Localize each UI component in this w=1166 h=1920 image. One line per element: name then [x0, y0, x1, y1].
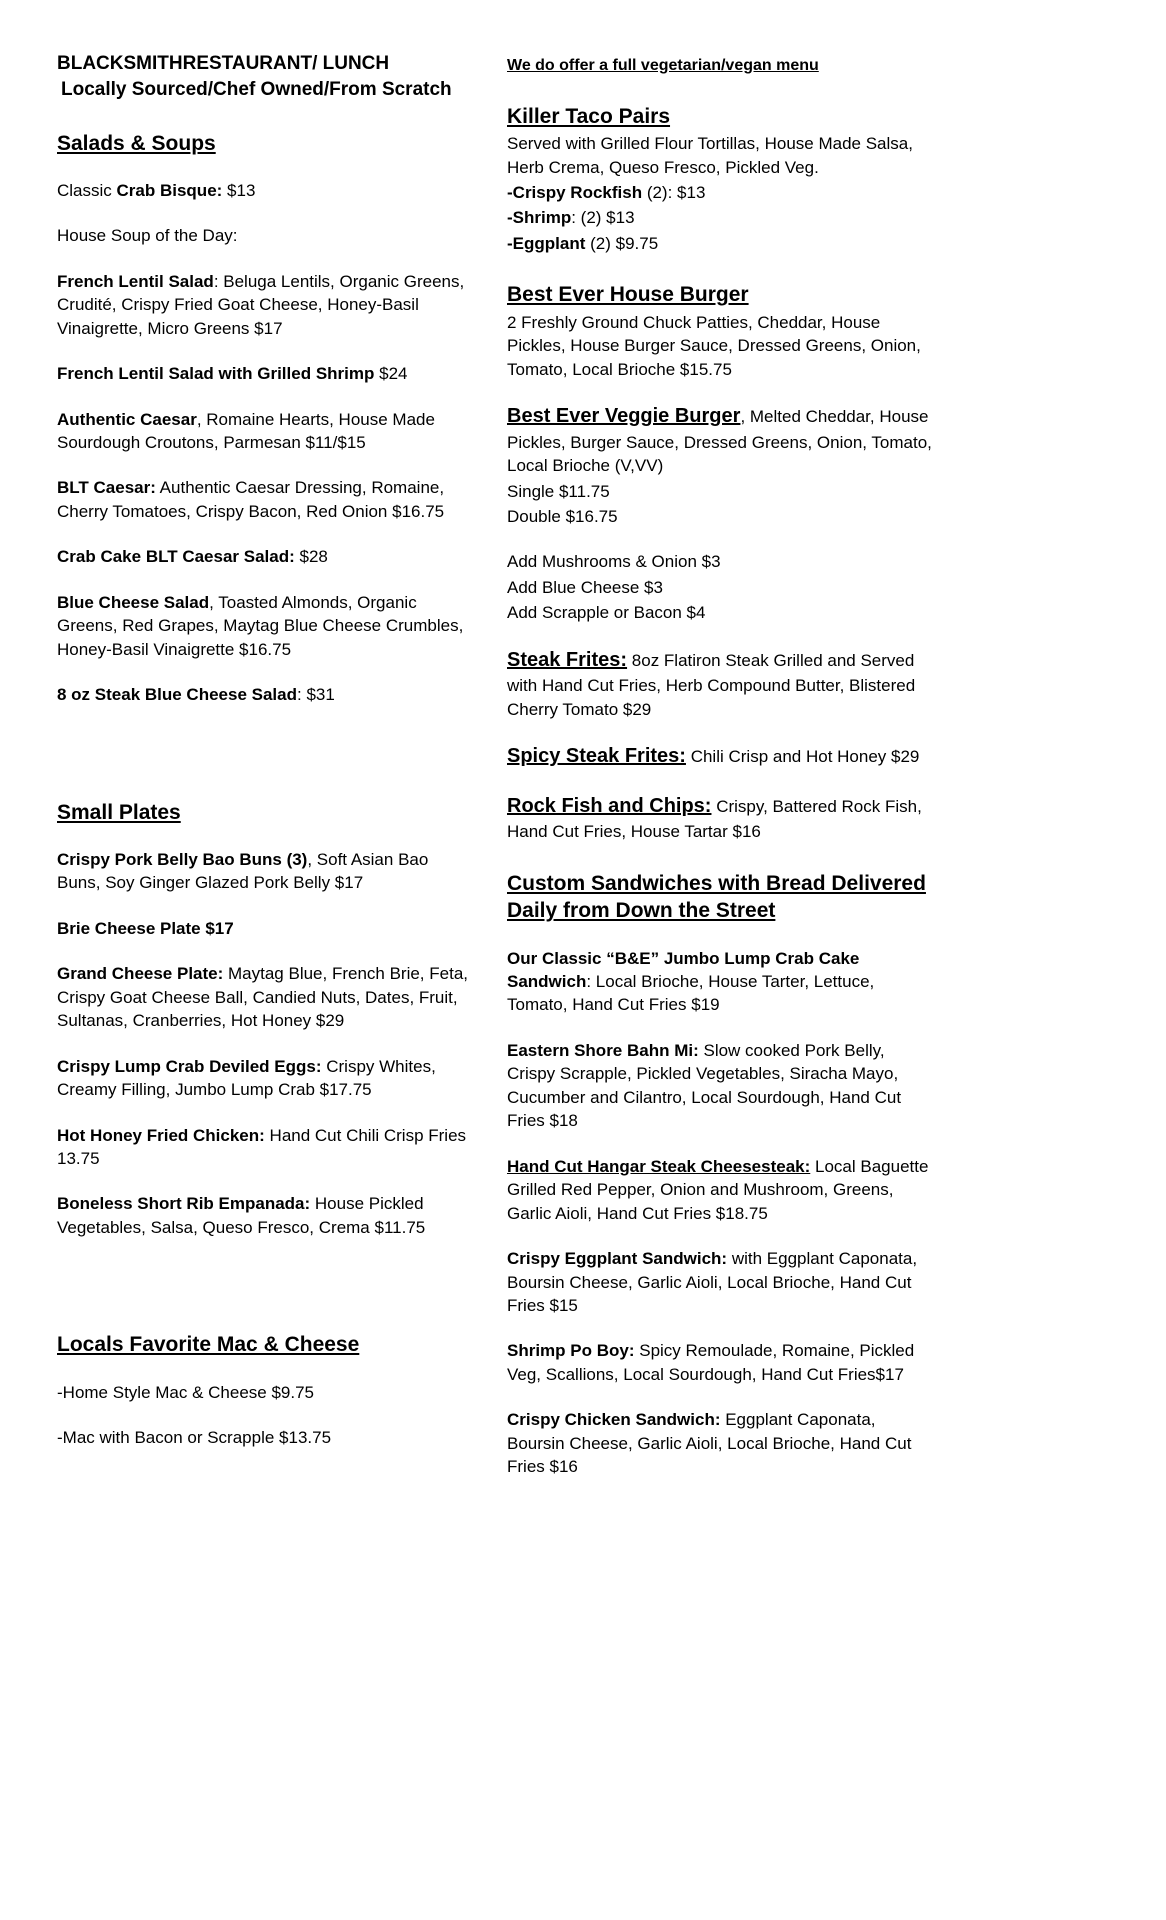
- vegetarian-note: We do offer a full vegetarian/vegan menu: [507, 57, 819, 74]
- menu-item: [57, 362, 469, 385]
- menu-item: [57, 1192, 469, 1239]
- menu-item: [507, 206, 932, 229]
- text-run: Crispy Lump Crab Deviled Eggs:: [57, 1056, 322, 1076]
- menu-header: [57, 52, 469, 102]
- text-run: Crab Cake BLT Caesar Salad:: [57, 547, 295, 567]
- text-run: Maytag Blue, French Brie, Feta, Crispy Goat Cheese Ball, Candied Nuts, Dates, Fruit, Sultanas, Cranberries, Hot Honey $29: [57, 964, 468, 1031]
- text-run: $28: [294, 547, 328, 567]
- text-run: Classic: [57, 180, 117, 200]
- text-run: , Soft Asian Bao Buns, Soy Ginger Glazed Pork Belly $17: [57, 849, 429, 893]
- restaurant-subtitle: Locally Sourced/Chef Owned/From Scratch: [61, 78, 452, 100]
- menu-item: [507, 1039, 932, 1133]
- text-run: (2): $13: [642, 183, 706, 202]
- text-run: BLT Caesar:: [57, 478, 156, 498]
- menu-item: [507, 1155, 932, 1225]
- menu-item: [57, 1381, 469, 1404]
- restaurant-title: BLACKSMITHRESTAURANT/ LUNCH: [57, 53, 390, 74]
- section-heading-mac-and-cheese: Locals Favorite Mac & Cheese: [57, 1333, 360, 1357]
- section-items-best-ever-house-burger: [507, 311, 932, 381]
- menu-item: [57, 848, 469, 895]
- text-run: Crispy, Battered Rock Fish, Hand Cut Fries, House Tartar $16: [507, 796, 922, 842]
- text-run: : Local Brioche, House Tarter, Lettuce, Tomato, Hand Cut Fries $19: [507, 971, 875, 1015]
- menu-item: [507, 1247, 932, 1317]
- section-items-killer-taco-pairs: [507, 132, 932, 255]
- text-run: Boneless Short Rib Empanada:: [57, 1194, 311, 1214]
- text-run: Shrimp Po Boy:: [507, 1341, 635, 1361]
- text-run: -Shrimp: [507, 208, 572, 228]
- menu-item: [507, 947, 932, 1017]
- section-heading-killer-taco-pairs: Killer Taco Pairs: [507, 104, 671, 128]
- text-run: $13: [222, 180, 256, 200]
- menu-item: [57, 270, 469, 340]
- menu-item: [57, 1426, 469, 1449]
- section-mac-and-cheese: [57, 1331, 469, 1449]
- menu-item: [507, 576, 932, 599]
- text-run: Authentic Caesar Dressing, Romaine, Cherry Tomatoes, Crispy Bacon, Red Onion $16.75: [57, 478, 445, 521]
- text-run: : $31: [297, 685, 335, 705]
- text-run: -Mac with Bacon or Scrapple $13.75: [57, 1428, 332, 1448]
- menu-item: [507, 793, 932, 844]
- section-heading-small-plates: Small Plates: [57, 800, 181, 824]
- section-spicy-steak-frites: [507, 743, 932, 771]
- section-items-burger-addons: [507, 550, 932, 624]
- text-run: Brie Cheese Plate $17: [57, 918, 234, 938]
- menu-item: [507, 232, 932, 255]
- menu-item: [507, 550, 932, 573]
- text-run: French Lentil Salad with Grilled Shrimp: [57, 364, 375, 384]
- text-run: Local Baguette Grilled Red Pepper, Onion and Mushroom, Greens, Garlic Aioli, Hand Cut Fries $18.75: [507, 1156, 929, 1223]
- menu-item: [507, 311, 932, 381]
- text-run: French Lentil Salad: [57, 271, 214, 291]
- text-run: Grand Cheese Plate:: [57, 964, 224, 984]
- section-salads-and-soups: [57, 130, 469, 707]
- section-rock-fish-and-chips: [507, 793, 932, 844]
- section-items-spicy-steak-frites: [507, 743, 932, 771]
- text-run: 2 Freshly Ground Chuck Patties, Cheddar, House Pickles, House Burger Sauce, Dressed Greens, Onion, Tomato, Local Brioche $15.75: [507, 312, 921, 379]
- text-run: -Home Style Mac & Cheese $9.75: [57, 1382, 315, 1402]
- text-run: Add Mushrooms & Onion $3: [507, 552, 721, 572]
- text-run: $24: [374, 364, 408, 384]
- menu-item: [57, 1124, 469, 1171]
- text-run: (2) $9.75: [585, 233, 659, 253]
- section-items-steak-frites: [507, 647, 932, 722]
- section-steak-frites: [507, 647, 932, 722]
- menu-item: [507, 403, 932, 478]
- menu-item: [57, 408, 469, 455]
- text-run: , Romaine Hearts, House Made Sourdough Croutons, Parmesan $11/$15: [57, 409, 435, 452]
- section-items-salads-and-soups: [57, 179, 469, 707]
- menu-item: [507, 181, 932, 204]
- text-run: Hand Cut Hangar Steak Cheesesteak:: [507, 1156, 811, 1176]
- text-run: Crispy Eggplant Sandwich:: [507, 1249, 728, 1269]
- menu-item: [57, 683, 469, 706]
- text-run: Spicy Remoulade, Romaine, Pickled Veg, Scallions, Local Sourdough, Hand Cut Fries$17: [507, 1341, 915, 1384]
- section-items-mac-and-cheese: [57, 1381, 469, 1450]
- menu-item: [57, 224, 469, 247]
- menu-item: [507, 1408, 932, 1478]
- text-run: Crispy Pork Belly Bao Buns (3): [57, 849, 308, 869]
- menu-item: [57, 545, 469, 568]
- section-items-small-plates: [57, 848, 469, 1239]
- menu-item: [507, 743, 932, 771]
- menu-item: [57, 1055, 469, 1102]
- text-run: Eggplant Caponata, Boursin Cheese, Garlic Aioli, Local Brioche, Hand Cut Fries $16: [507, 1410, 912, 1477]
- section-heading-salads-and-soups: Salads & Soups: [57, 131, 216, 155]
- menu-item: [507, 132, 932, 179]
- text-run: : Beluga Lentils, Organic Greens, Crudité, Crispy Fried Goat Cheese, Honey-Basil Vinaigrette, Micro Greens $17: [57, 271, 465, 338]
- section-best-ever-house-burger: [507, 281, 932, 381]
- text-run: Hot Honey Fried Chicken:: [57, 1125, 265, 1145]
- text-run: -Eggplant: [507, 233, 586, 253]
- text-run: House Soup of the Day:: [57, 226, 238, 246]
- text-run: Rock Fish and Chips:: [507, 794, 712, 817]
- text-run: Double $16.75: [507, 506, 618, 526]
- text-run: , Melted Cheddar, House Pickles, Burger Sauce, Dressed Greens, Onion, Tomato, Local Brioche (V,VV): [507, 407, 932, 476]
- text-run: House Pickled Vegetables, Salsa, Queso Fresco, Crema $11.75: [57, 1194, 426, 1237]
- text-run: Add Blue Cheese $3: [507, 577, 663, 597]
- section-best-ever-veggie-burger: [507, 403, 932, 528]
- text-run: 8oz Flatiron Steak Grilled and Served with Hand Cut Fries, Herb Compound Butter, Blistered Cherry Tomato $29: [507, 650, 916, 719]
- text-run: Blue Cheese Salad: [57, 592, 210, 612]
- section-killer-taco-pairs: [507, 103, 932, 256]
- menu-item: [57, 476, 469, 523]
- section-custom-sandwiches: [507, 870, 932, 1479]
- text-run: Authentic Caesar: [57, 409, 197, 429]
- text-run: Single $11.75: [507, 481, 610, 501]
- text-run: Served with Grilled Flour Tortillas, House Made Salsa, Herb Crema, Queso Fresco, Pickled Veg.: [507, 134, 913, 177]
- section-small-plates: [57, 799, 469, 1240]
- menu-item: [507, 647, 932, 722]
- text-run: : (2) $13: [571, 208, 635, 228]
- section-heading-best-ever-house-burger: Best Ever House Burger: [507, 283, 749, 307]
- text-run: Eastern Shore Bahn Mi:: [507, 1040, 699, 1060]
- text-run: Hand Cut Chili Crisp Fries 13.75: [57, 1125, 467, 1168]
- section-items-rock-fish-and-chips: [507, 793, 932, 844]
- menu-item: [57, 917, 469, 940]
- menu-item: [57, 591, 469, 661]
- section-items-best-ever-veggie-burger: [507, 403, 932, 528]
- text-run: Steak Frites:: [507, 648, 628, 671]
- text-run: Our Classic “B&E” Jumbo Lump Crab Cake Sandwich: [507, 948, 860, 991]
- menu-item: [507, 480, 932, 503]
- text-run: Spicy Steak Frites:: [507, 745, 686, 768]
- text-run: 8 oz Steak Blue Cheese Salad: [57, 685, 297, 705]
- text-run: Slow cooked Pork Belly, Crispy Scrapple, Pickled Vegetables, Siracha Mayo, Cucumber and Cilantro, Local Sourdough, Hand Cut Fries $18: [507, 1040, 902, 1131]
- left-column: [57, 52, 469, 1450]
- menu-item: [507, 601, 932, 624]
- menu-item: [507, 1339, 932, 1386]
- menu-item: [507, 505, 932, 528]
- section-items-custom-sandwiches: [507, 947, 932, 1479]
- text-run: Best Ever Veggie Burger: [507, 405, 741, 428]
- menu-item: [57, 962, 469, 1032]
- text-run: Crab Bisque:: [116, 180, 223, 200]
- text-run: , Toasted Almonds, Organic Greens, Red Grapes, Maytag Blue Cheese Crumbles, Honey-Basil Vinaigrette $16.75: [57, 592, 464, 659]
- text-run: Crispy Chicken Sandwich:: [507, 1410, 721, 1430]
- text-run: Crispy Whites, Creamy Filling, Jumbo Lump Crab $17.75: [57, 1056, 436, 1100]
- right-column: [507, 52, 932, 1479]
- text-run: with Eggplant Caponata, Boursin Cheese, Garlic Aioli, Local Brioche, Hand Cut Fries $15: [507, 1249, 918, 1315]
- text-run: -Crispy Rockfish: [507, 183, 643, 202]
- text-run: Add Scrapple or Bacon $4: [507, 603, 706, 623]
- menu-item: [57, 179, 469, 202]
- text-run: Chili Crisp and Hot Honey $29: [685, 747, 920, 767]
- section-burger-addons: [507, 550, 932, 624]
- section-heading-custom-sandwiches: Custom Sandwiches with Bread Delivered Daily from Down the Street: [507, 871, 926, 923]
